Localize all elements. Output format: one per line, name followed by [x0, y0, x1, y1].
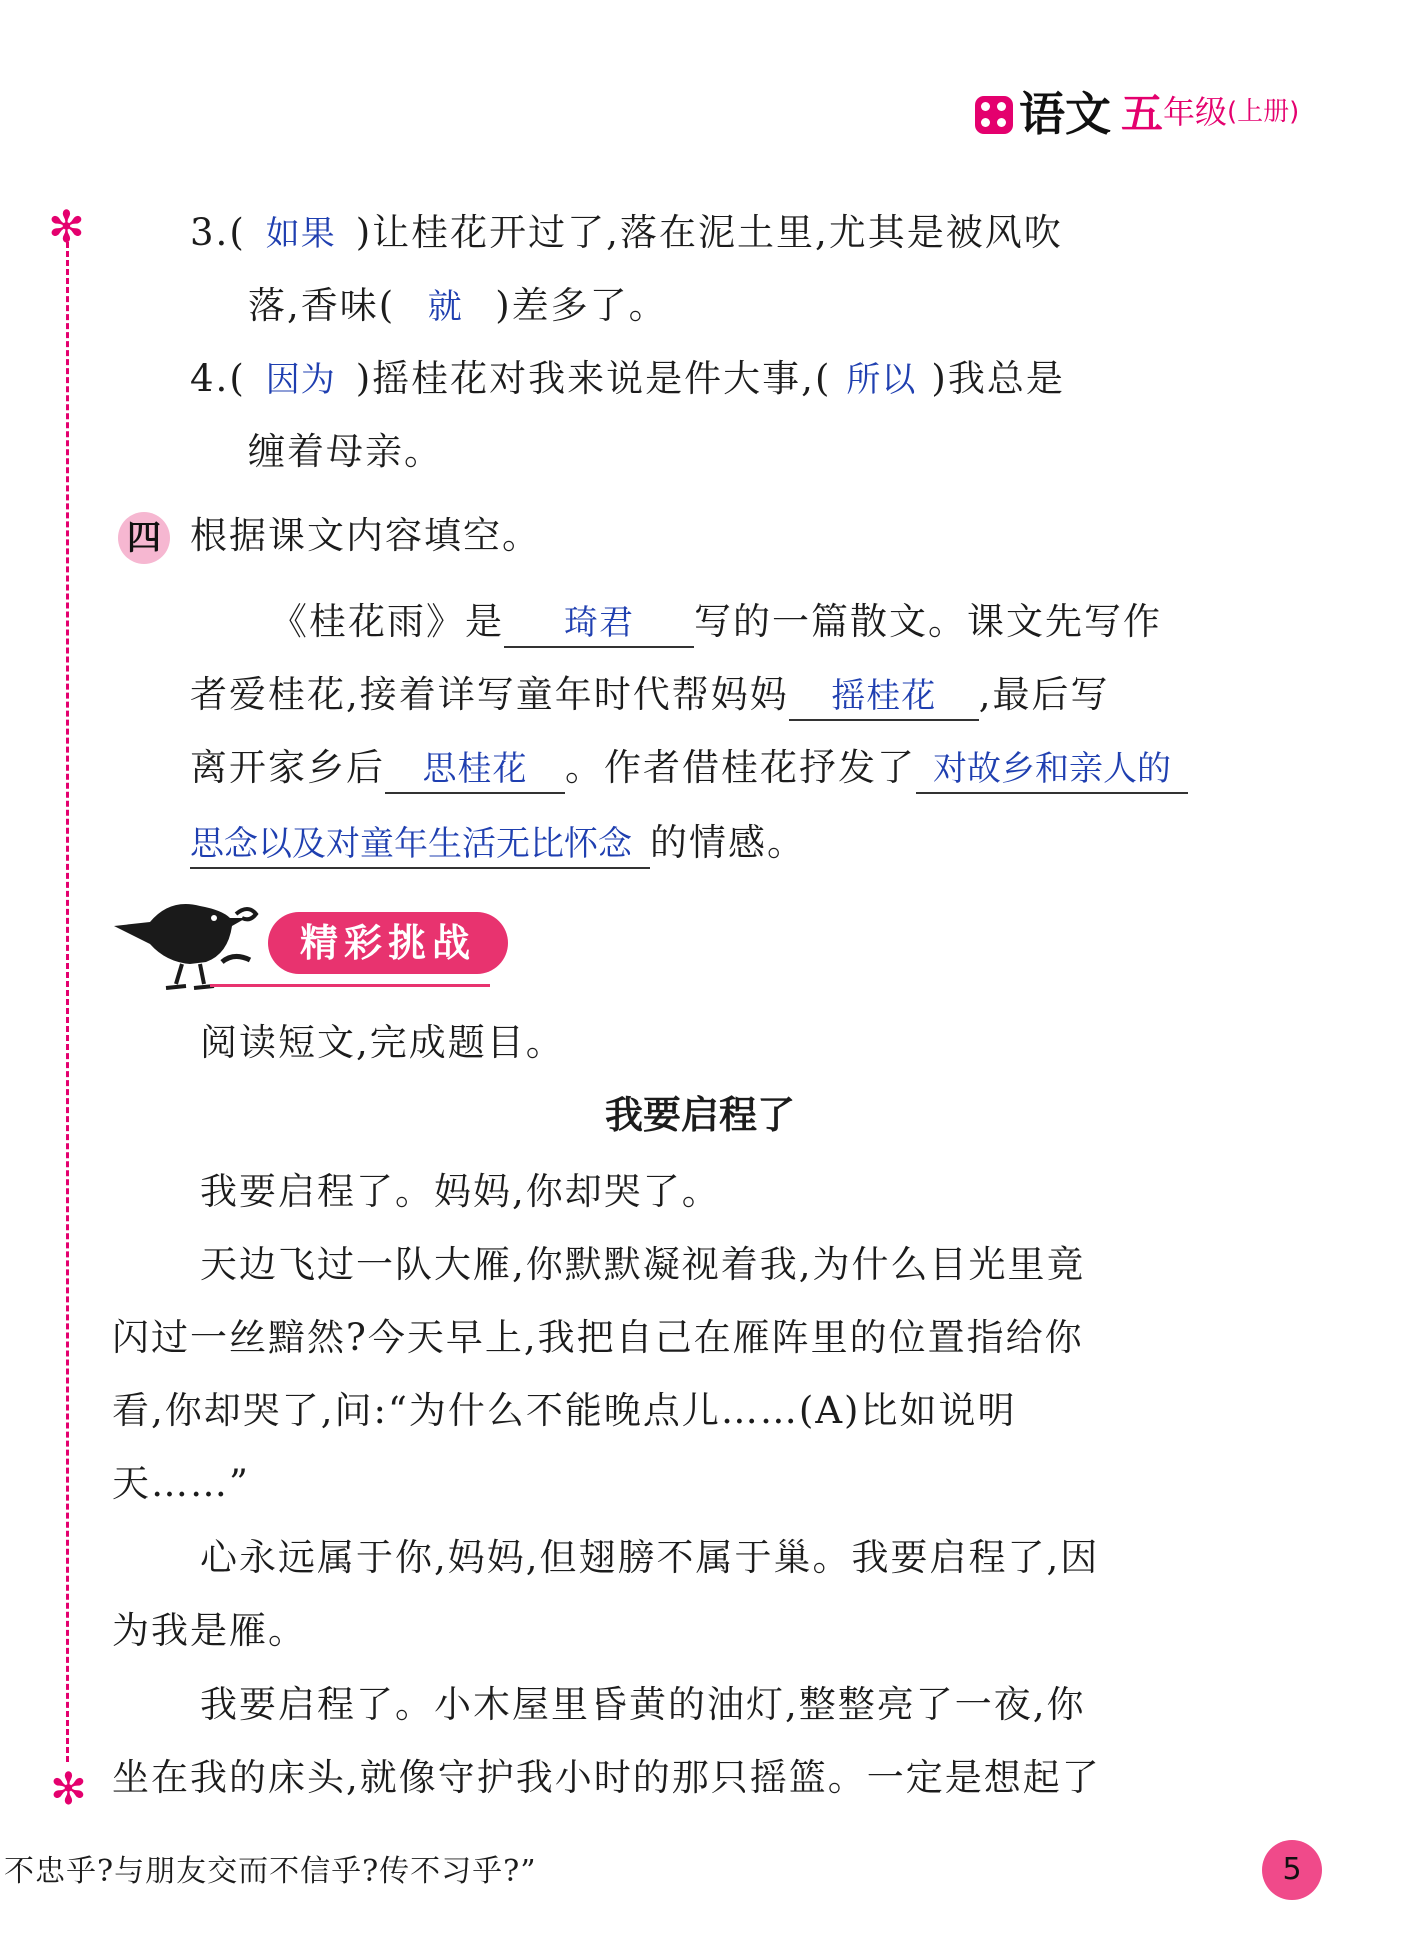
q4-answer2: 所以: [846, 360, 917, 400]
section-four-badge: 四: [118, 512, 170, 564]
crow-icon: [110, 888, 260, 998]
challenge-banner: 精彩挑战: [268, 912, 508, 974]
answer-miss-osmanthus: 思桂花: [385, 746, 565, 794]
star-top-icon: ✻: [48, 202, 85, 253]
page-number: 5: [1262, 1840, 1322, 1900]
q3-answer2: 就: [427, 287, 463, 327]
header-logo: [975, 86, 1299, 142]
logo-dots-icon: [975, 96, 1013, 134]
q4-number: 4.: [190, 357, 230, 400]
passage-p3-line1: 心永远属于你,妈妈,但翅膀不属于巢。我要启程了,因: [200, 1536, 1100, 1579]
q4-line2: 缠着母亲。: [248, 430, 443, 473]
q4-answer1: 因为: [265, 360, 336, 400]
s4-line2: 者爱桂花,接着详写童年时代帮妈妈 摇桂花 ,最后写: [190, 670, 1110, 721]
section-four-title: 根据课文内容填空。: [190, 514, 541, 557]
answer-shake-osmanthus: 摇桂花: [789, 673, 979, 721]
answer-feeling-part1: 对故乡和亲人的: [916, 746, 1188, 794]
reading-instruction: 阅读短文,完成题目。: [200, 1021, 565, 1064]
answer-feeling-part2: 思念以及对童年生活无比怀念: [190, 821, 650, 869]
passage-p2-line3: 看,你却哭了,问:“为什么不能晚点儿……(A)比如说明: [112, 1389, 1017, 1432]
star-bottom-icon: ✻: [50, 1764, 87, 1815]
q4-line1: 4.( 因为 )摇桂花对我来说是件大事,( 所以 )我总是: [190, 354, 1065, 405]
passage-p4-line1: 我要启程了。小木屋里昏黄的油灯,整整亮了一夜,你: [200, 1683, 1086, 1726]
passage-p4-line2: 坐在我的床头,就像守护我小时的那只摇篮。一定是想起了: [112, 1756, 1101, 1799]
margin-dash-line: [66, 242, 69, 1762]
logo-grade: 五: [1121, 89, 1164, 138]
banner-underline: [210, 984, 490, 987]
q3-line2: 落,香味( 就 )差多了。: [248, 281, 668, 332]
passage-p2-line1: 天边飞过一队大雁,你默默凝视着我,为什么目光里竟: [200, 1243, 1086, 1286]
s4-line3: 离开家乡后 思桂花 。作者借桂花抒发了 对故乡和亲人的: [190, 743, 1188, 794]
logo-grade-suffix: 年级: [1163, 93, 1228, 131]
logo-subject: 语文: [1019, 87, 1111, 141]
passage-p2-line2: 闪过一丝黯然?今天早上,我把自己在雁阵里的位置指给你: [112, 1316, 1084, 1359]
footer-quote: 不忠乎?与朋友交而不信乎?传不习乎?”: [4, 1854, 537, 1889]
answer-author: 琦君: [504, 600, 694, 648]
q3-line1: 3.( 如果 )让桂花开过了,落在泥土里,尤其是被风吹: [190, 208, 1063, 259]
s4-line1: 《桂花雨》是 琦君 写的一篇散文。课文先写作: [270, 597, 1162, 648]
s4-line4: 思念以及对童年生活无比怀念 的情感。: [190, 818, 806, 869]
q3-answer1: 如果: [265, 214, 336, 254]
q3-number: 3.: [190, 211, 230, 254]
logo-volume: (上册): [1227, 97, 1300, 127]
passage-p3-line2: 为我是雁。: [112, 1609, 307, 1652]
passage-p1: 我要启程了。妈妈,你却哭了。: [200, 1170, 721, 1213]
passage-p2-line4: 天……”: [112, 1462, 250, 1505]
passage-title: 我要启程了: [604, 1093, 795, 1137]
